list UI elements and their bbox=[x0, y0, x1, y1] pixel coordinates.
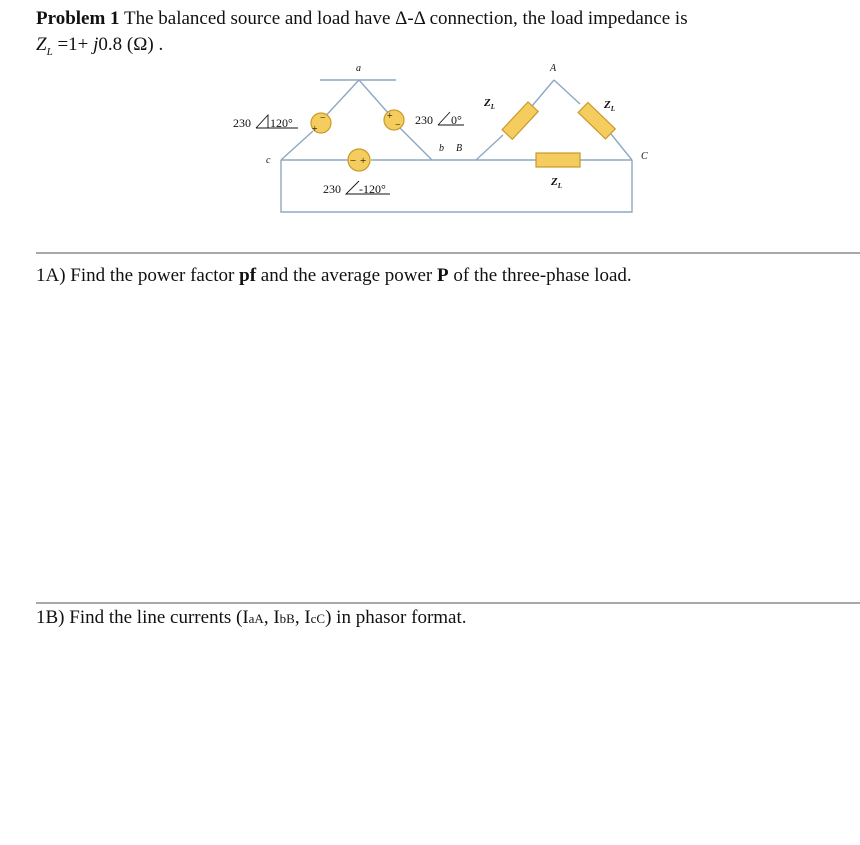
svg-text:ZL: $Z_L$ bbox=[484, 97, 496, 111]
source-bottom-plus: + bbox=[360, 155, 367, 167]
svg-text:0°: 0° bbox=[451, 113, 462, 127]
impedance-value: 0.8 (Ω) . bbox=[98, 34, 164, 55]
node-a-label: a bbox=[356, 63, 361, 74]
svg-text:-120°: -120° bbox=[359, 182, 386, 196]
node-B-label: B bbox=[456, 143, 463, 154]
wire-left-c bbox=[281, 131, 313, 160]
source-bottom-value bbox=[323, 181, 390, 196]
load-bottom-label bbox=[550, 176, 562, 190]
source-left bbox=[311, 113, 331, 135]
wire-load-right-C bbox=[611, 134, 632, 160]
node-A-label: A bbox=[550, 63, 557, 74]
divider-1 bbox=[36, 252, 860, 254]
node-C-label: C bbox=[641, 151, 648, 162]
source-left-value bbox=[233, 115, 298, 130]
divider-2 bbox=[36, 602, 860, 604]
source-right bbox=[384, 110, 404, 131]
source-right-plus: + bbox=[387, 111, 393, 122]
problem-text: The balanced source and load have Δ-Δ connection, the load impedance is bbox=[123, 8, 688, 29]
wire-load-left-A bbox=[532, 80, 554, 106]
load-left-label bbox=[483, 97, 495, 111]
impedance-symbol: $Z_L$ bbox=[36, 34, 53, 58]
load-bottom bbox=[536, 153, 580, 167]
source-left-plus: + bbox=[312, 124, 318, 135]
svg-text:ZL: $Z_L$ bbox=[604, 99, 616, 113]
svg-text:230: 230 bbox=[323, 182, 341, 196]
question-1b: 1B) Find the line currents (IaA, IbB, IcC) in phasor format. bbox=[36, 607, 467, 628]
question-1a: 1A) Find the power factor pf and the average power P of the three-phase load. bbox=[36, 265, 632, 286]
source-left-minus: − bbox=[320, 113, 326, 124]
source-right-value bbox=[415, 112, 464, 127]
impedance-j: j bbox=[93, 34, 99, 55]
svg-text:230: 230 bbox=[233, 116, 251, 130]
wire-right-b bbox=[398, 126, 432, 160]
load-right-label bbox=[603, 99, 615, 113]
wire-B-load-left bbox=[476, 135, 503, 160]
svg-text:230: 230 bbox=[415, 113, 433, 127]
source-bottom-minus: − bbox=[350, 155, 357, 167]
impedance-equals: =1+ bbox=[52, 34, 94, 55]
node-c-label: c bbox=[266, 155, 271, 166]
source-bottom bbox=[348, 149, 370, 171]
svg-text:120°: 120° bbox=[270, 116, 293, 130]
load-left bbox=[502, 102, 538, 139]
svg-text:ZL: $Z_L$ bbox=[551, 176, 563, 190]
wire-a-right bbox=[359, 80, 389, 114]
node-b-label: b bbox=[439, 143, 444, 154]
wire-A-load-right bbox=[554, 80, 580, 104]
problem-label: Problem 1 bbox=[36, 8, 120, 29]
source-right-minus: − bbox=[395, 120, 401, 131]
circuit-diagram bbox=[0, 0, 860, 230]
